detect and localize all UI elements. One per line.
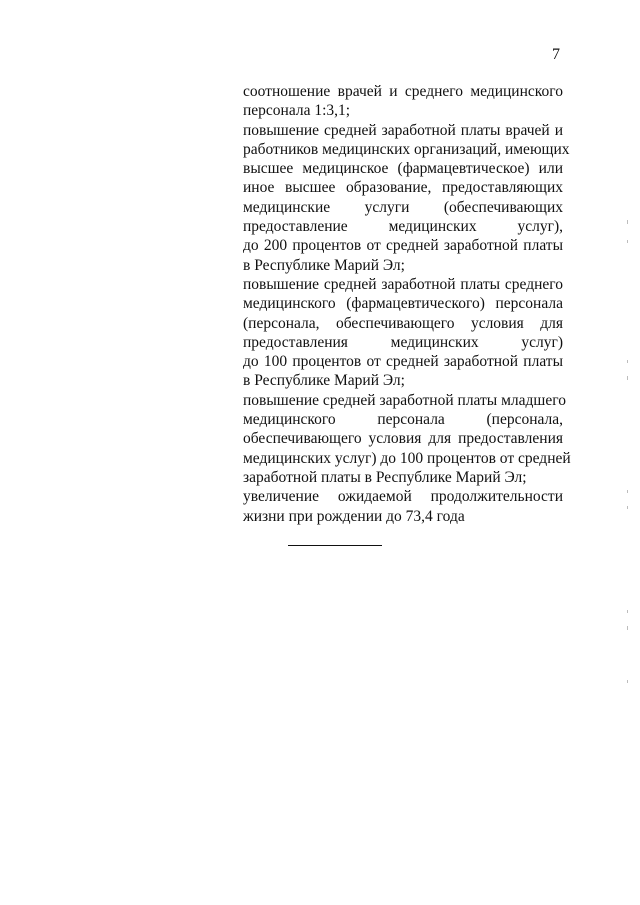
scan-mark [627, 626, 628, 630]
text-line: повышение средней заработной платы среднего [243, 275, 563, 293]
text-line: жизни при рождении до 73,4 года [243, 507, 465, 525]
text-line: высшее медицинское (фармацевтическое) или [243, 160, 563, 178]
document-body [243, 82, 571, 526]
text-line: (персонала, обеспечивающего условия для [243, 314, 563, 332]
text-line: работников медицинских организаций, имеющих [243, 140, 570, 158]
text-line: увеличение ожидаемой продолжительности [243, 488, 563, 506]
text-line: в Республике Марий Эл; [243, 256, 405, 274]
text-line: обеспечивающего условия для предоставления [243, 430, 563, 448]
scan-edge-marks [627, 200, 631, 720]
scan-mark [627, 376, 628, 380]
scan-mark [627, 360, 628, 363]
text-line: медицинских услуг) до 100 процентов от средней [243, 449, 571, 467]
text-line: заработной платы в Республике Марий Эл; [243, 468, 527, 486]
scan-mark [627, 680, 628, 683]
text-line: предоставление медицинских услуг), [243, 218, 563, 236]
text-line: соотношение врачей и среднего медицинского [243, 83, 563, 100]
text-line: до 100 процентов от средней заработной платы [243, 353, 563, 371]
scan-mark [627, 220, 628, 224]
text-line: медицинские услуги (обеспечивающих [243, 198, 563, 216]
text-line: иное высшее образование, предоставляющих [243, 179, 563, 197]
page-number: 7 [552, 46, 560, 63]
text-line: повышение средней заработной платы врачей и [243, 121, 563, 139]
text-line: повышение средней заработной платы младшего [243, 391, 566, 409]
text-line: предоставления медицинских услуг) [243, 333, 563, 351]
scan-mark [627, 240, 628, 243]
closing-separator-line [288, 545, 382, 546]
text-line: в Республике Марий Эл; [243, 372, 405, 390]
scan-mark [627, 506, 628, 509]
text-line: до 200 процентов от средней заработной платы [243, 237, 563, 255]
text-line: персонала 1:3,1; [243, 102, 351, 120]
text-line: медицинского персонала (персонала, [243, 411, 563, 429]
text-line: медицинского (фармацевтического) персонала [243, 295, 563, 313]
scan-mark [627, 610, 628, 613]
scan-mark [627, 490, 628, 493]
